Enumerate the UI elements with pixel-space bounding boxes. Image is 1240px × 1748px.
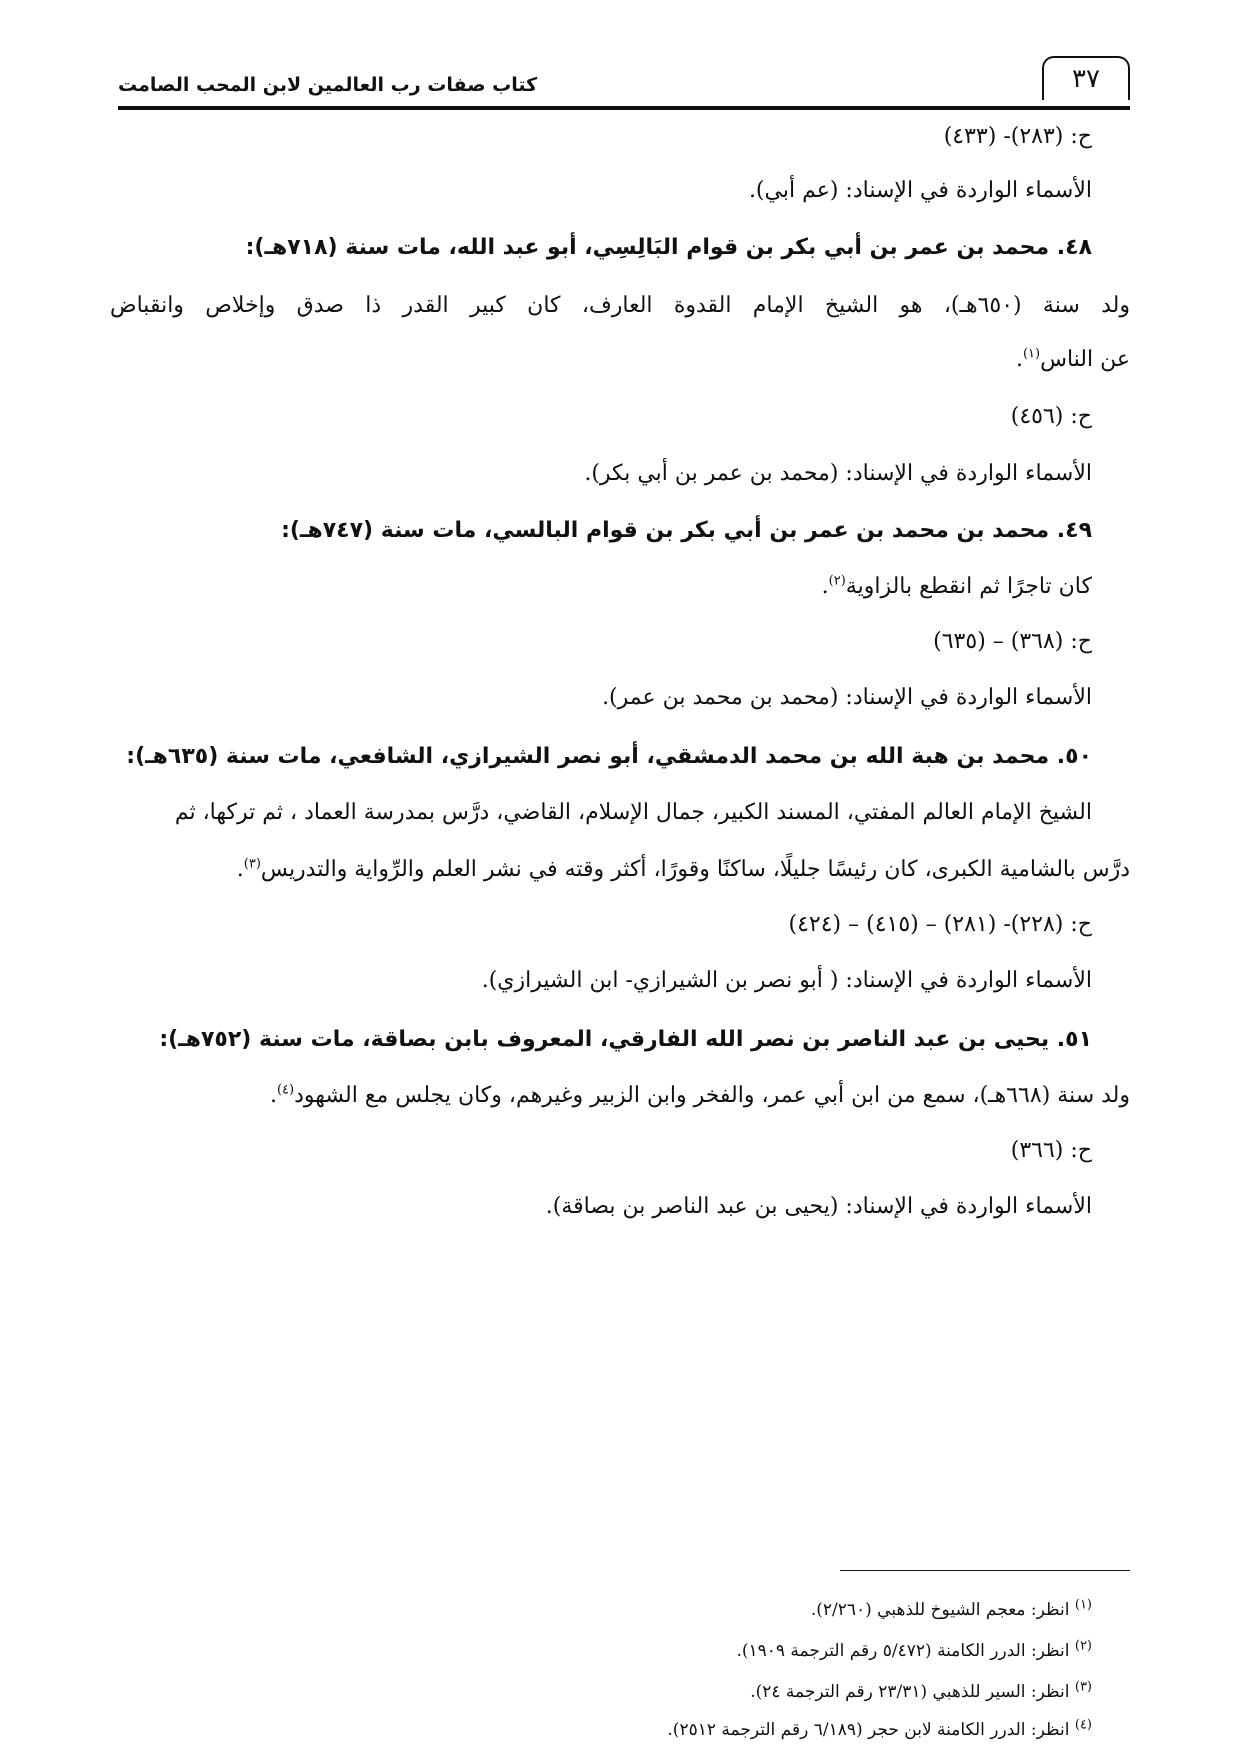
isnad-names-line: الأسماء الواردة في الإسناد: (عم أبي).	[748, 178, 1092, 203]
entry-heading-49: ٤٩. محمد بن محمد بن عمر بن أبي بكر بن قوام البالسي، مات سنة (٧٤٧هـ):	[281, 518, 1092, 543]
hadith-ref-line: ح: (٣٦٨) – (٦٣٥)	[933, 629, 1092, 654]
footnote-ref[interactable]: (٢)	[828, 573, 846, 589]
footnote-item: $^{(٢)}$ انظر: الدرر الكامنة (٥/٤٧٢ رقم الترجمة ١٩٠٩).	[736, 1638, 1092, 1661]
footnote-item: $^{(٣)}$ انظر: السير للذهبي (٢٣/٣١ رقم الترجمة ٢٤).	[750, 1679, 1092, 1702]
isnad-names-line: الأسماء الواردة في الإسناد: (يحيى بن عبد الناصر بن بصاقة).	[545, 1194, 1092, 1219]
entry-body-line: ولد سنة (٦٦٨هـ)، سمع من ابن أبي عمر، والفخر وابن الزبير وغيرهم، وكان يجلس مع الشهود$^{(٤)}$.	[269, 1082, 1130, 1108]
entry-body-line: ولد سنة (٦٥٠هـ)، هو الشيخ الإمام القدوة العارف، كان كبير القدر ذا صدق وإخلاص وانقباض	[110, 293, 1131, 318]
isnad-names-line: الأسماء الواردة في الإسناد: ( أبو نصر بن الشيرازي- ابن الشيرازي).	[481, 968, 1092, 993]
footnote-item: $^{(١)}$ انظر: معجم الشيوخ للذهبي (٢/٢٦٠).	[810, 1597, 1092, 1620]
entry-body-line: درَّس بالشامية الكبرى، كان رئيسًا جليلًا، ساكنًا وقورًا، أكثر وقته في نشر العلم والرِّواية والتدريس$^{(٣)}$.	[236, 856, 1130, 882]
entry-body-line: عن الناس$^{(١)}$.	[1015, 346, 1130, 372]
entry-heading-48: ٤٨. محمد بن عمر بن أبي بكر بن قوام البَالِسِي، أبو عبد الله، مات سنة (٧١٨هـ):	[245, 235, 1092, 260]
entry-body-line: الشيخ الإمام العالم المفتي، المسند الكبير، جمال الإسلام، القاضي، درَّس بمدرسة العماد ، ثم تركها، ثم	[174, 800, 1092, 825]
book-title: كتاب صفات رب العالمين لابن المحب الصامت	[118, 74, 538, 96]
isnad-names-line: الأسماء الواردة في الإسناد: (محمد بن محمد بن عمر).	[602, 685, 1092, 710]
header-divider	[118, 106, 1130, 110]
footnote-ref[interactable]: (٤)	[276, 1082, 295, 1098]
entry-heading-51: ٥١. يحيى بن عبد الناصر بن نصر الله الفارقي، المعروف بابن بصاقة، مات سنة (٧٥٢هـ):	[159, 1027, 1092, 1052]
hadith-ref-line: ح: (٢٢٨)- (٢٨١) – (٤١٥) – (٤٢٤)	[788, 912, 1092, 937]
entry-heading-50: ٥٠. محمد بن هبة الله بن محمد الدمشقي، أبو نصر الشيرازي، الشافعي، مات سنة (٦٣٥هـ):	[126, 744, 1092, 769]
footnote-item: $^{(٤)}$ انظر: الدرر الكامنة لابن حجر (٦/١٨٩ رقم الترجمة ٢٥١٢).	[667, 1717, 1092, 1740]
footnote-divider	[840, 1570, 1130, 1571]
footnote-ref[interactable]: (١)	[1022, 346, 1041, 362]
isnad-names-line: الأسماء الواردة في الإسناد: (محمد بن عمر بن أبي بكر).	[584, 461, 1092, 486]
hadith-ref-line: ح: (٢٨٣)- (٤٣٣)	[943, 124, 1092, 149]
hadith-ref-line: ح: (٣٦٦)	[1010, 1138, 1092, 1163]
page-number: ٣٧	[1042, 56, 1130, 100]
page-header	[118, 52, 1130, 108]
footnote-ref[interactable]: (٣)	[243, 856, 261, 872]
entry-body-line: كان تاجرًا ثم انقطع بالزاوية$^{(٢)}$.	[821, 573, 1092, 599]
hadith-ref-line: ح: (٤٥٦)	[1010, 404, 1092, 429]
